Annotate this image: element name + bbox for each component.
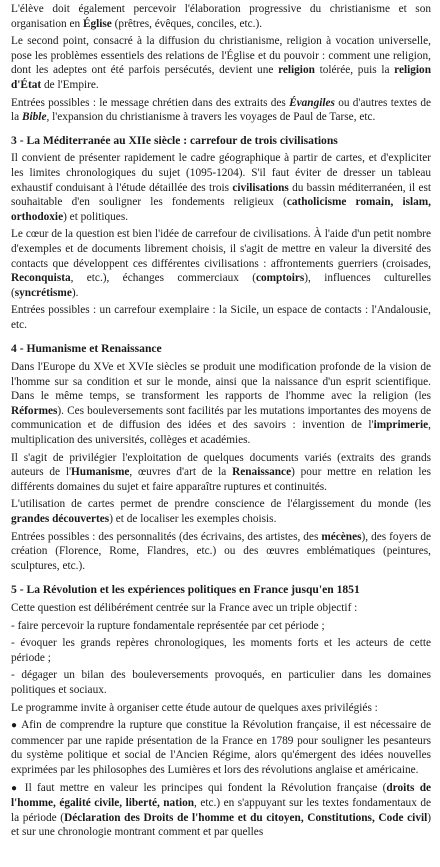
text-run: ) et sur une chronologie montrant comment et par quelles [11, 811, 432, 839]
text-run: imprimerie [373, 419, 429, 432]
text-run: , etc.) en s'appuyant sur les textes fondamentaux de la période ( [11, 797, 431, 824]
section-heading-5: 5 - La Révolution et les expériences politiques en France jusqu'en 1851 [11, 583, 360, 597]
text-run: - évoquer les grands repères chronologiques, les moments forts et les acteurs de cette période ; [11, 637, 431, 664]
text-run: Entrées possibles : le message chrétien dans des extraits des [11, 96, 290, 109]
text-run: ou d'autres textes de la [11, 96, 431, 124]
text-run: Entrées possibles : des personnalités (des écrivains, des artistes, des [11, 530, 322, 543]
paragraph [11, 96, 431, 125]
list-item [11, 636, 431, 665]
text-run: religion d'État [11, 64, 431, 91]
text-run: (prêtres, évêques, conciles, etc.). [111, 17, 263, 30]
paragraph [11, 303, 431, 332]
text-run: Le programme invite à organiser cette étude autour de quelques axes privilégiés : [11, 701, 378, 714]
text-run: ), influences culturelles ( [11, 272, 431, 299]
text-run: Humanisme [71, 466, 130, 479]
text-run: Déclaration des Droits de l'homme et du citoyen, Constitutions, Code civil [64, 811, 428, 824]
text-run: , etc.), échanges commerciaux ( [70, 272, 256, 285]
section-heading-3: 3 - La Méditerranée au XIIe siècle : carrefour de trois civilisations [11, 133, 338, 147]
text-run: ) pour mettre en relation les différents domaines du sujet et faire apparaître ruptures et continuités. [11, 466, 431, 493]
text-run: Bible [21, 111, 47, 124]
list-item [11, 668, 431, 697]
paragraph [11, 530, 431, 574]
text-run: Évangiles [289, 96, 335, 109]
paragraph [11, 451, 431, 495]
text-run: comptoirs [255, 272, 305, 285]
text-run: ). Ces bouleversements sont facilités par les mutations importantes des moyens de communication et de diffusion des idées et des savoirs : invention de l' [11, 404, 431, 432]
bullet-paragraph [11, 718, 431, 777]
text-run: de l'Empire. [41, 78, 99, 91]
text-run: mécènes [321, 530, 362, 543]
text-run: Afin de comprendre la rupture que constitue la Révolution française, il est nécessaire de commencer par une rapide présentation de la France en 1789 pour souligner les pesanteurs du système politique et social de l'Ancien Régime, alors qu'émergent des idées nouvelles exprimées par les philosophes des Lumières et lors des révolutions anglaise et américaine. [11, 719, 432, 776]
text-run: syncrétisme [14, 286, 72, 299]
text-run: - dégager un bilan des bouleversements provoqués, en particulier dans les domaines politiques et sociaux. [11, 669, 431, 696]
text-run: , œuvres d'art de la [129, 466, 233, 479]
paragraph [11, 227, 431, 300]
text-run: Renaissance [232, 466, 292, 479]
text-run: catholicisme romain, islam, orthodoxie [11, 196, 432, 223]
text-run: grandes découvertes [11, 513, 110, 525]
text-run: ), des foyers de création (Florence, Rome, Flandres, etc.) ou des œuvres emblématiques (peintures, sculptures, etc.). [11, 530, 431, 572]
text-run: tolérée, puis la [314, 64, 395, 77]
paragraph [11, 701, 431, 716]
text-run: Réformes [11, 404, 58, 417]
text-run: L'élève doit également percevoir l'élaboration progressive du christianisme et son organisation en [11, 3, 431, 30]
text-run: , multiplication des universités, collèges et académies. [11, 419, 431, 447]
text-run: civilisations [232, 181, 289, 194]
text-run: du bassin méditerranéen, il est souhaitable d'en souligner les fondements religieux ( [11, 181, 431, 209]
text-run: Le second point, consacré à la diffusion du christianisme, religion à vocation universelle, pose les problèmes essentiels des relations de l'Église et du pouvoir : comment une religion, dont les adeptes ont été parfois persécutés, devient une [11, 35, 431, 77]
paragraph [11, 151, 431, 224]
text-run: Entrées possibles : un carrefour exemplaire : la Sicile, un espace de contacts : l'Andalousie, etc. [11, 304, 431, 331]
text-run: Le cœur de la question est bien l'idée de carrefour de civilisations. À l'aide d'un petit nombre d'exemples et de documents librement choisis, il s'agit de mettre en valeur la diversité des contacts que développent ces différentes civilisations : affrontements guerriers (croisades, [11, 228, 431, 270]
text-run: Cette question est délibérément centrée sur la France avec un triple objectif : [11, 601, 358, 614]
paragraph [11, 601, 431, 616]
text-run: ) et politiques. [63, 210, 129, 223]
text-run: Dans l'Europe du XVe et XVIe siècles se produit une modification profonde de la vision de l'homme sur sa condition et sur le monde, ainsi que la naissance d'un esprit scientifique. Dans le même temps, se transforment les rapports de l'homme avec la religion (les [11, 361, 431, 403]
paragraph [11, 497, 431, 526]
text-run: L'utilisation de cartes permet de prendre conscience de l'élargissement du monde (les [11, 498, 431, 511]
text-run: Il faut mettre en valeur les principes qui fondent la Révolution française ( [19, 781, 387, 794]
text-run: Il s'agit de privilégier l'exploitation de quelques documents variés (extraits des grands auteurs de l' [11, 451, 431, 479]
text-run: ). [71, 286, 79, 299]
paragraph [11, 34, 431, 92]
section-heading-4: 4 - Humanisme et Renaissance [11, 342, 162, 356]
text-run: Il convient de présenter rapidement le cadre géographique à partir de cartes, et d'expliciter les limites chronologiques du sujet (1095-1204). S'il faut éviter de dresser un tableau exhaustif conduisant à l'étude détaillée des trois [11, 152, 431, 194]
bullet-paragraph [11, 781, 431, 840]
paragraph [11, 2, 431, 31]
text-run: droits de l'homme, égalité civile, liberté, nation [11, 781, 431, 810]
text-run: - faire percevoir la rupture fondamentale représentée par cet période ; [11, 619, 325, 632]
text-run: ) et de localiser les exemples choisis. [109, 513, 277, 525]
bullet-icon: ● [11, 782, 20, 794]
bullet-icon: ● [11, 720, 18, 732]
list-item [11, 619, 431, 634]
paragraph [11, 360, 431, 448]
text-run: Église [82, 17, 112, 30]
text-run: , l'expansion du christianisme à travers les voyages de Paul de Tarse, etc. [46, 111, 376, 124]
text-run: Reconquista [11, 272, 71, 285]
text-run: religion [278, 64, 315, 77]
